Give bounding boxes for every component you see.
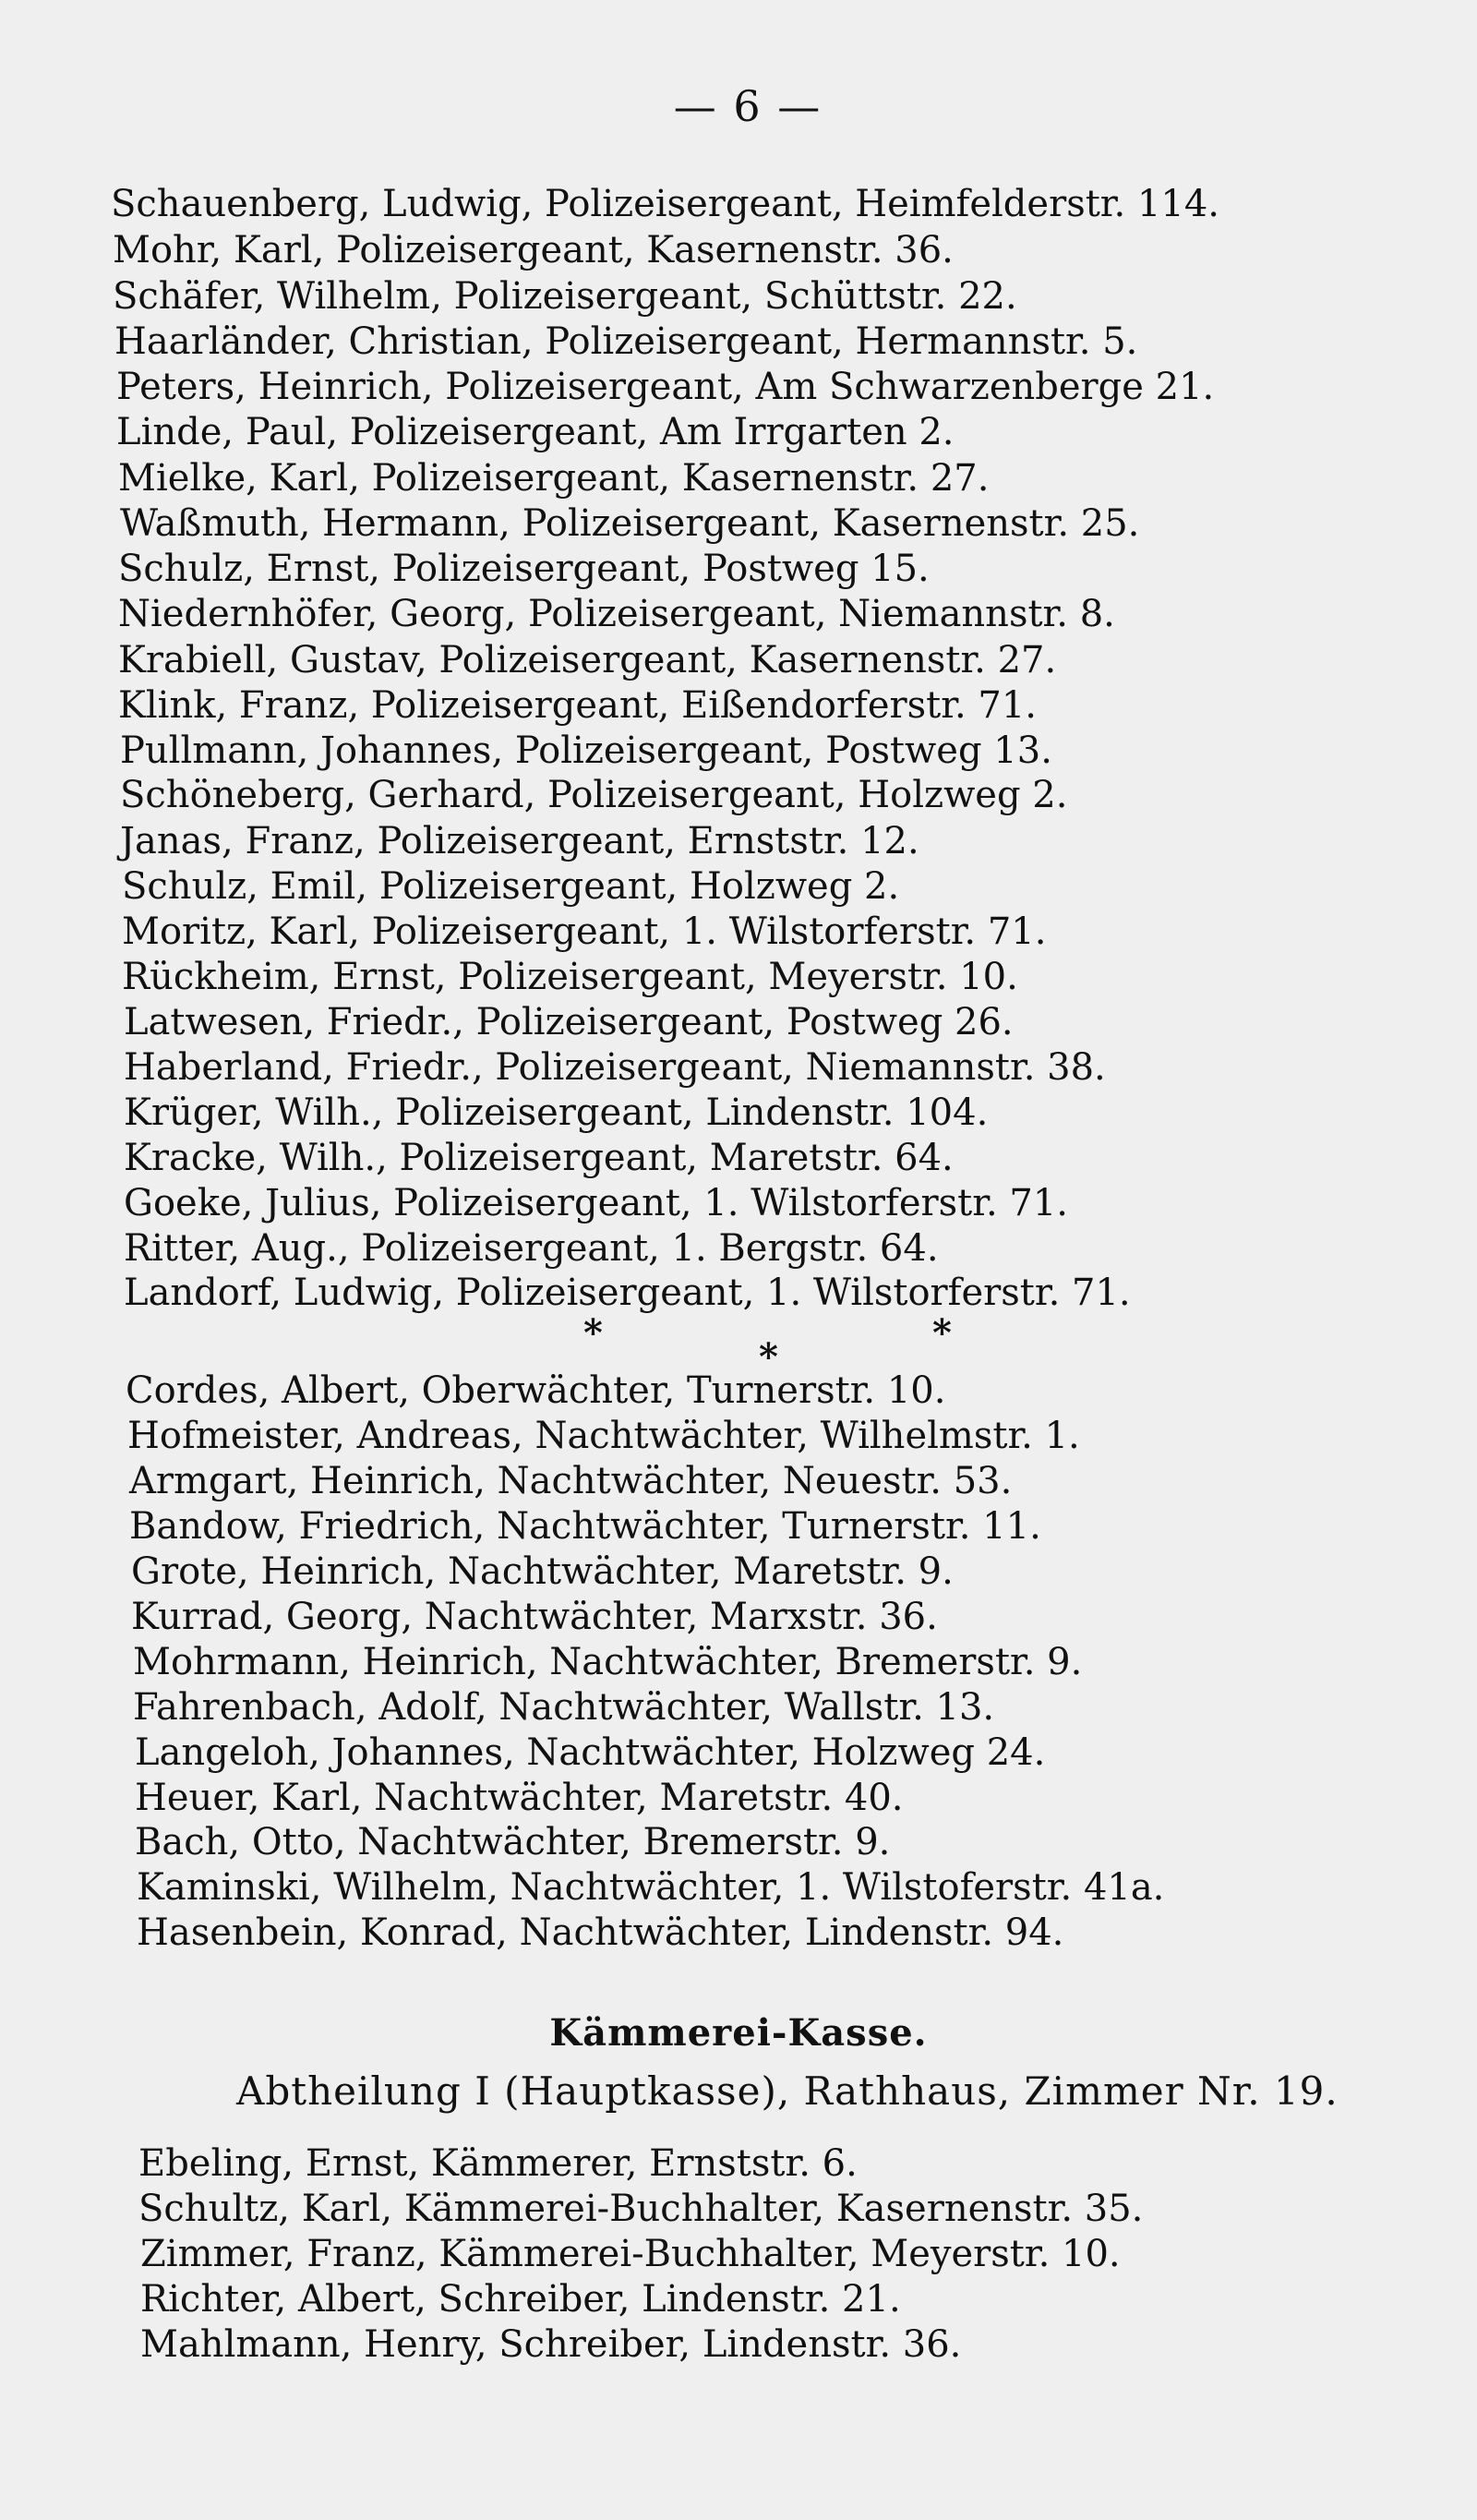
list-item: Niedernhöfer, Georg, Polizeisergeant, Niemannstr. 8. bbox=[118, 593, 1115, 635]
list-item: Mohrmann, Heinrich, Nachtwächter, Bremerstr. 9. bbox=[133, 1641, 1083, 1683]
list-item: Kurrad, Georg, Nachtwächter, Marxstr. 36. bbox=[131, 1596, 938, 1638]
list-item: Schulz, Emil, Polizeisergeant, Holzweg 2. bbox=[122, 865, 900, 908]
list-item: Krüger, Wilh., Polizeisergeant, Lindenstr. 104. bbox=[124, 1091, 989, 1134]
list-item: Langeloh, Johannes, Nachtwächter, Holzweg 24. bbox=[135, 1731, 1046, 1774]
list-item: Pullmann, Johannes, Polizeisergeant, Postweg 13. bbox=[120, 729, 1052, 772]
list-item: Hasenbein, Konrad, Nachtwächter, Lindenstr. 94. bbox=[137, 1911, 1064, 1954]
list-item: Moritz, Karl, Polizeisergeant, 1. Wilstorferstr. 71. bbox=[122, 910, 1047, 953]
list-item: Schäfer, Wilhelm, Polizeisergeant, Schüttstr. 22. bbox=[113, 275, 1017, 318]
list-item: Haarländer, Christian, Polizeisergeant, Hermannstr. 5. bbox=[114, 320, 1138, 363]
list-item: Landorf, Ludwig, Polizeisergeant, 1. Wilstorferstr. 71. bbox=[124, 1272, 1131, 1314]
list-item: Zimmer, Franz, Kämmerei-Buchhalter, Meyerstr. 10. bbox=[140, 2233, 1121, 2275]
separator-asterisk: * bbox=[583, 1311, 603, 1355]
list-item: Latwesen, Friedr., Polizeisergeant, Postweg 26. bbox=[124, 1001, 1014, 1043]
list-item: Janas, Franz, Polizeisergeant, Ernststr. 12. bbox=[120, 820, 919, 862]
list-item: Richter, Albert, Schreiber, Lindenstr. 21. bbox=[140, 2278, 901, 2321]
list-item: Hofmeister, Andreas, Nachtwächter, Wilhelmstr. 1. bbox=[127, 1415, 1080, 1457]
section-heading: Kämmerei-Kasse. bbox=[549, 2011, 928, 2055]
list-item: Klink, Franz, Polizeisergeant, Eißendorferstr. 71. bbox=[118, 684, 1038, 727]
list-item: Fahrenbach, Adolf, Nachtwächter, Wallstr. 13. bbox=[133, 1686, 995, 1729]
separator-asterisk: * bbox=[932, 1311, 952, 1355]
list-item: Krabiell, Gustav, Polizeisergeant, Kasernenstr. 27. bbox=[118, 639, 1057, 681]
list-item: Schöneberg, Gerhard, Polizeisergeant, Holzweg 2. bbox=[120, 774, 1068, 816]
list-item: Cordes, Albert, Oberwächter, Turnerstr. 10. bbox=[126, 1369, 946, 1412]
list-item: Schultz, Karl, Kämmerei-Buchhalter, Kasernenstr. 35. bbox=[138, 2188, 1144, 2230]
list-item: Waßmuth, Hermann, Polizeisergeant, Kasernenstr. 25. bbox=[120, 502, 1140, 545]
list-item: Haberland, Friedr., Polizeisergeant, Niemannstr. 38. bbox=[124, 1046, 1106, 1089]
list-item: Ebeling, Ernst, Kämmerer, Ernststr. 6. bbox=[138, 2142, 858, 2185]
list-item: Armgart, Heinrich, Nachtwächter, Neuestr. 53. bbox=[129, 1460, 1013, 1502]
list-item: Mielke, Karl, Polizeisergeant, Kasernenstr. 27. bbox=[118, 457, 990, 500]
list-item: Mahlmann, Henry, Schreiber, Lindenstr. 36. bbox=[140, 2323, 962, 2366]
list-item: Ritter, Aug., Polizeisergeant, 1. Bergstr. 64. bbox=[124, 1227, 939, 1270]
separator-asterisk: * bbox=[759, 1335, 778, 1379]
list-item: Schulz, Ernst, Polizeisergeant, Postweg 15. bbox=[118, 548, 930, 590]
list-item: Linde, Paul, Polizeisergeant, Am Irrgarten 2. bbox=[116, 411, 955, 453]
list-item: Bandow, Friedrich, Nachtwächter, Turnerstr. 11. bbox=[129, 1505, 1041, 1548]
list-item: Schauenberg, Ludwig, Polizeisergeant, Heimfelderstr. 114. bbox=[111, 183, 1220, 225]
list-item: Mohr, Karl, Polizeisergeant, Kasernenstr. 36. bbox=[113, 229, 954, 271]
page-number: — 6 — bbox=[673, 81, 823, 131]
list-item: Rückheim, Ernst, Polizeisergeant, Meyerstr. 10. bbox=[122, 956, 1018, 998]
list-item: Kaminski, Wilhelm, Nachtwächter, 1. Wilstoferstr. 41a. bbox=[137, 1866, 1165, 1909]
list-item: Heuer, Karl, Nachtwächter, Maretstr. 40. bbox=[135, 1777, 904, 1819]
list-item: Grote, Heinrich, Nachtwächter, Maretstr. 9. bbox=[131, 1550, 954, 1593]
section-subheading: Abtheilung I (Hauptkasse), Rathhaus, Zimmer Nr. 19. bbox=[236, 2068, 1339, 2114]
list-item: Bach, Otto, Nachtwächter, Bremerstr. 9. bbox=[135, 1821, 891, 1863]
list-item: Goeke, Julius, Polizeisergeant, 1. Wilstorferstr. 71. bbox=[124, 1182, 1069, 1224]
list-item: Kracke, Wilh., Polizeisergeant, Maretstr. 64. bbox=[124, 1137, 954, 1179]
list-item: Peters, Heinrich, Polizeisergeant, Am Schwarzenberge 21. bbox=[116, 366, 1215, 408]
